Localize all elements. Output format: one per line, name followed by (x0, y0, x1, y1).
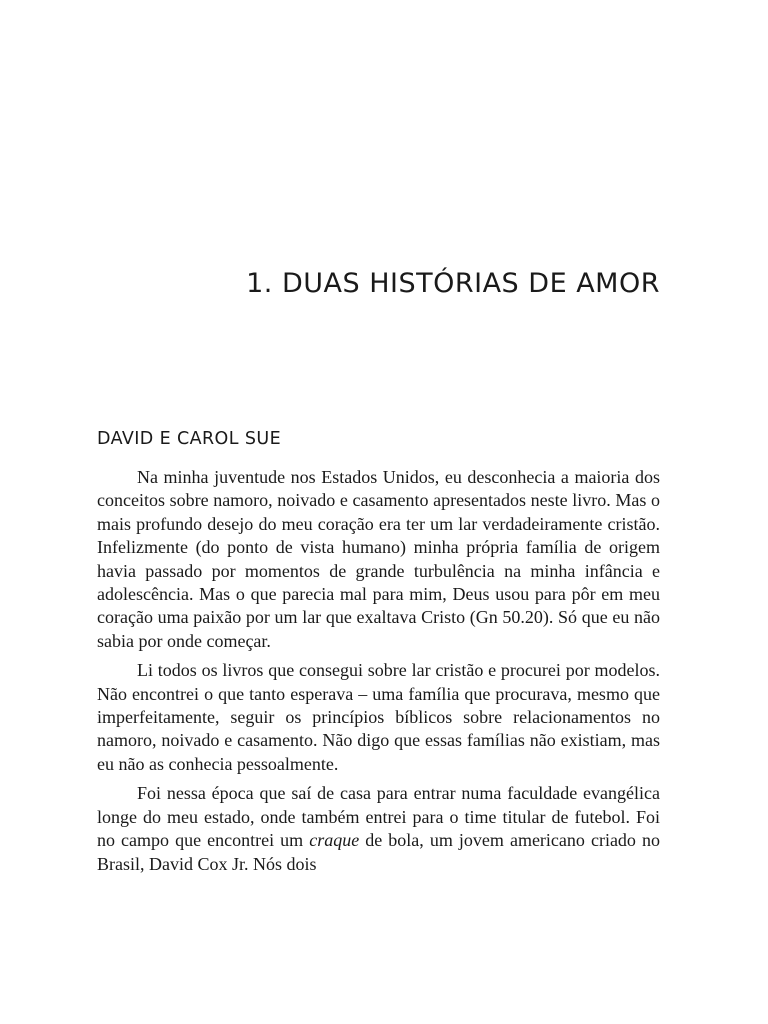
paragraph-2: Li todos os livros que consegui sobre lar cristão e procurei por modelos. Não encontrei o que tanto esperava – uma família que procurava, mesmo que imperfeitamente, seguir os princípios bíblicos sobre relacionamentos no namoro, noivado e casamento. Não digo que essas famílias não existiam, mas eu não as conhecia pessoalmente. (97, 660, 660, 774)
paragraph-1: Na minha juventude nos Estados Unidos, eu desconhecia a maioria dos conceitos sobre namoro, noivado e casamento apresentados neste livro. Mas o mais profundo desejo do meu coração era ter um lar verdadeiramente cristão. Infelizmente (do ponto de vista humano) minha própria família de origem havia passado por momentos de grande turbulência na minha infância e adolescência. Mas o que parecia mal para mim, Deus usou para pôr em meu coração uma paixão por um lar que exaltava Cristo (Gn 50.20). Só que eu não sabia por onde começar. (97, 467, 660, 651)
section-heading: DAVID E CAROL SUE (97, 429, 282, 449)
body-text (97, 466, 660, 882)
paragraph-3-text-before: Foi nessa época que saí de casa para entrar numa faculdade evangélica longe do meu estado, onde também entrei para o time titular de futebol. Foi no campo que encontrei um (97, 783, 660, 851)
emphasis-craque: craque (309, 830, 360, 851)
paragraph-3 (97, 782, 660, 876)
paragraph-3-text-after: de bola, um jovem americano criado no Brasil, David Cox Jr. Nós dois (97, 830, 660, 874)
chapter-title: 1. DUAS HISTÓRIAS DE AMOR (246, 268, 660, 299)
